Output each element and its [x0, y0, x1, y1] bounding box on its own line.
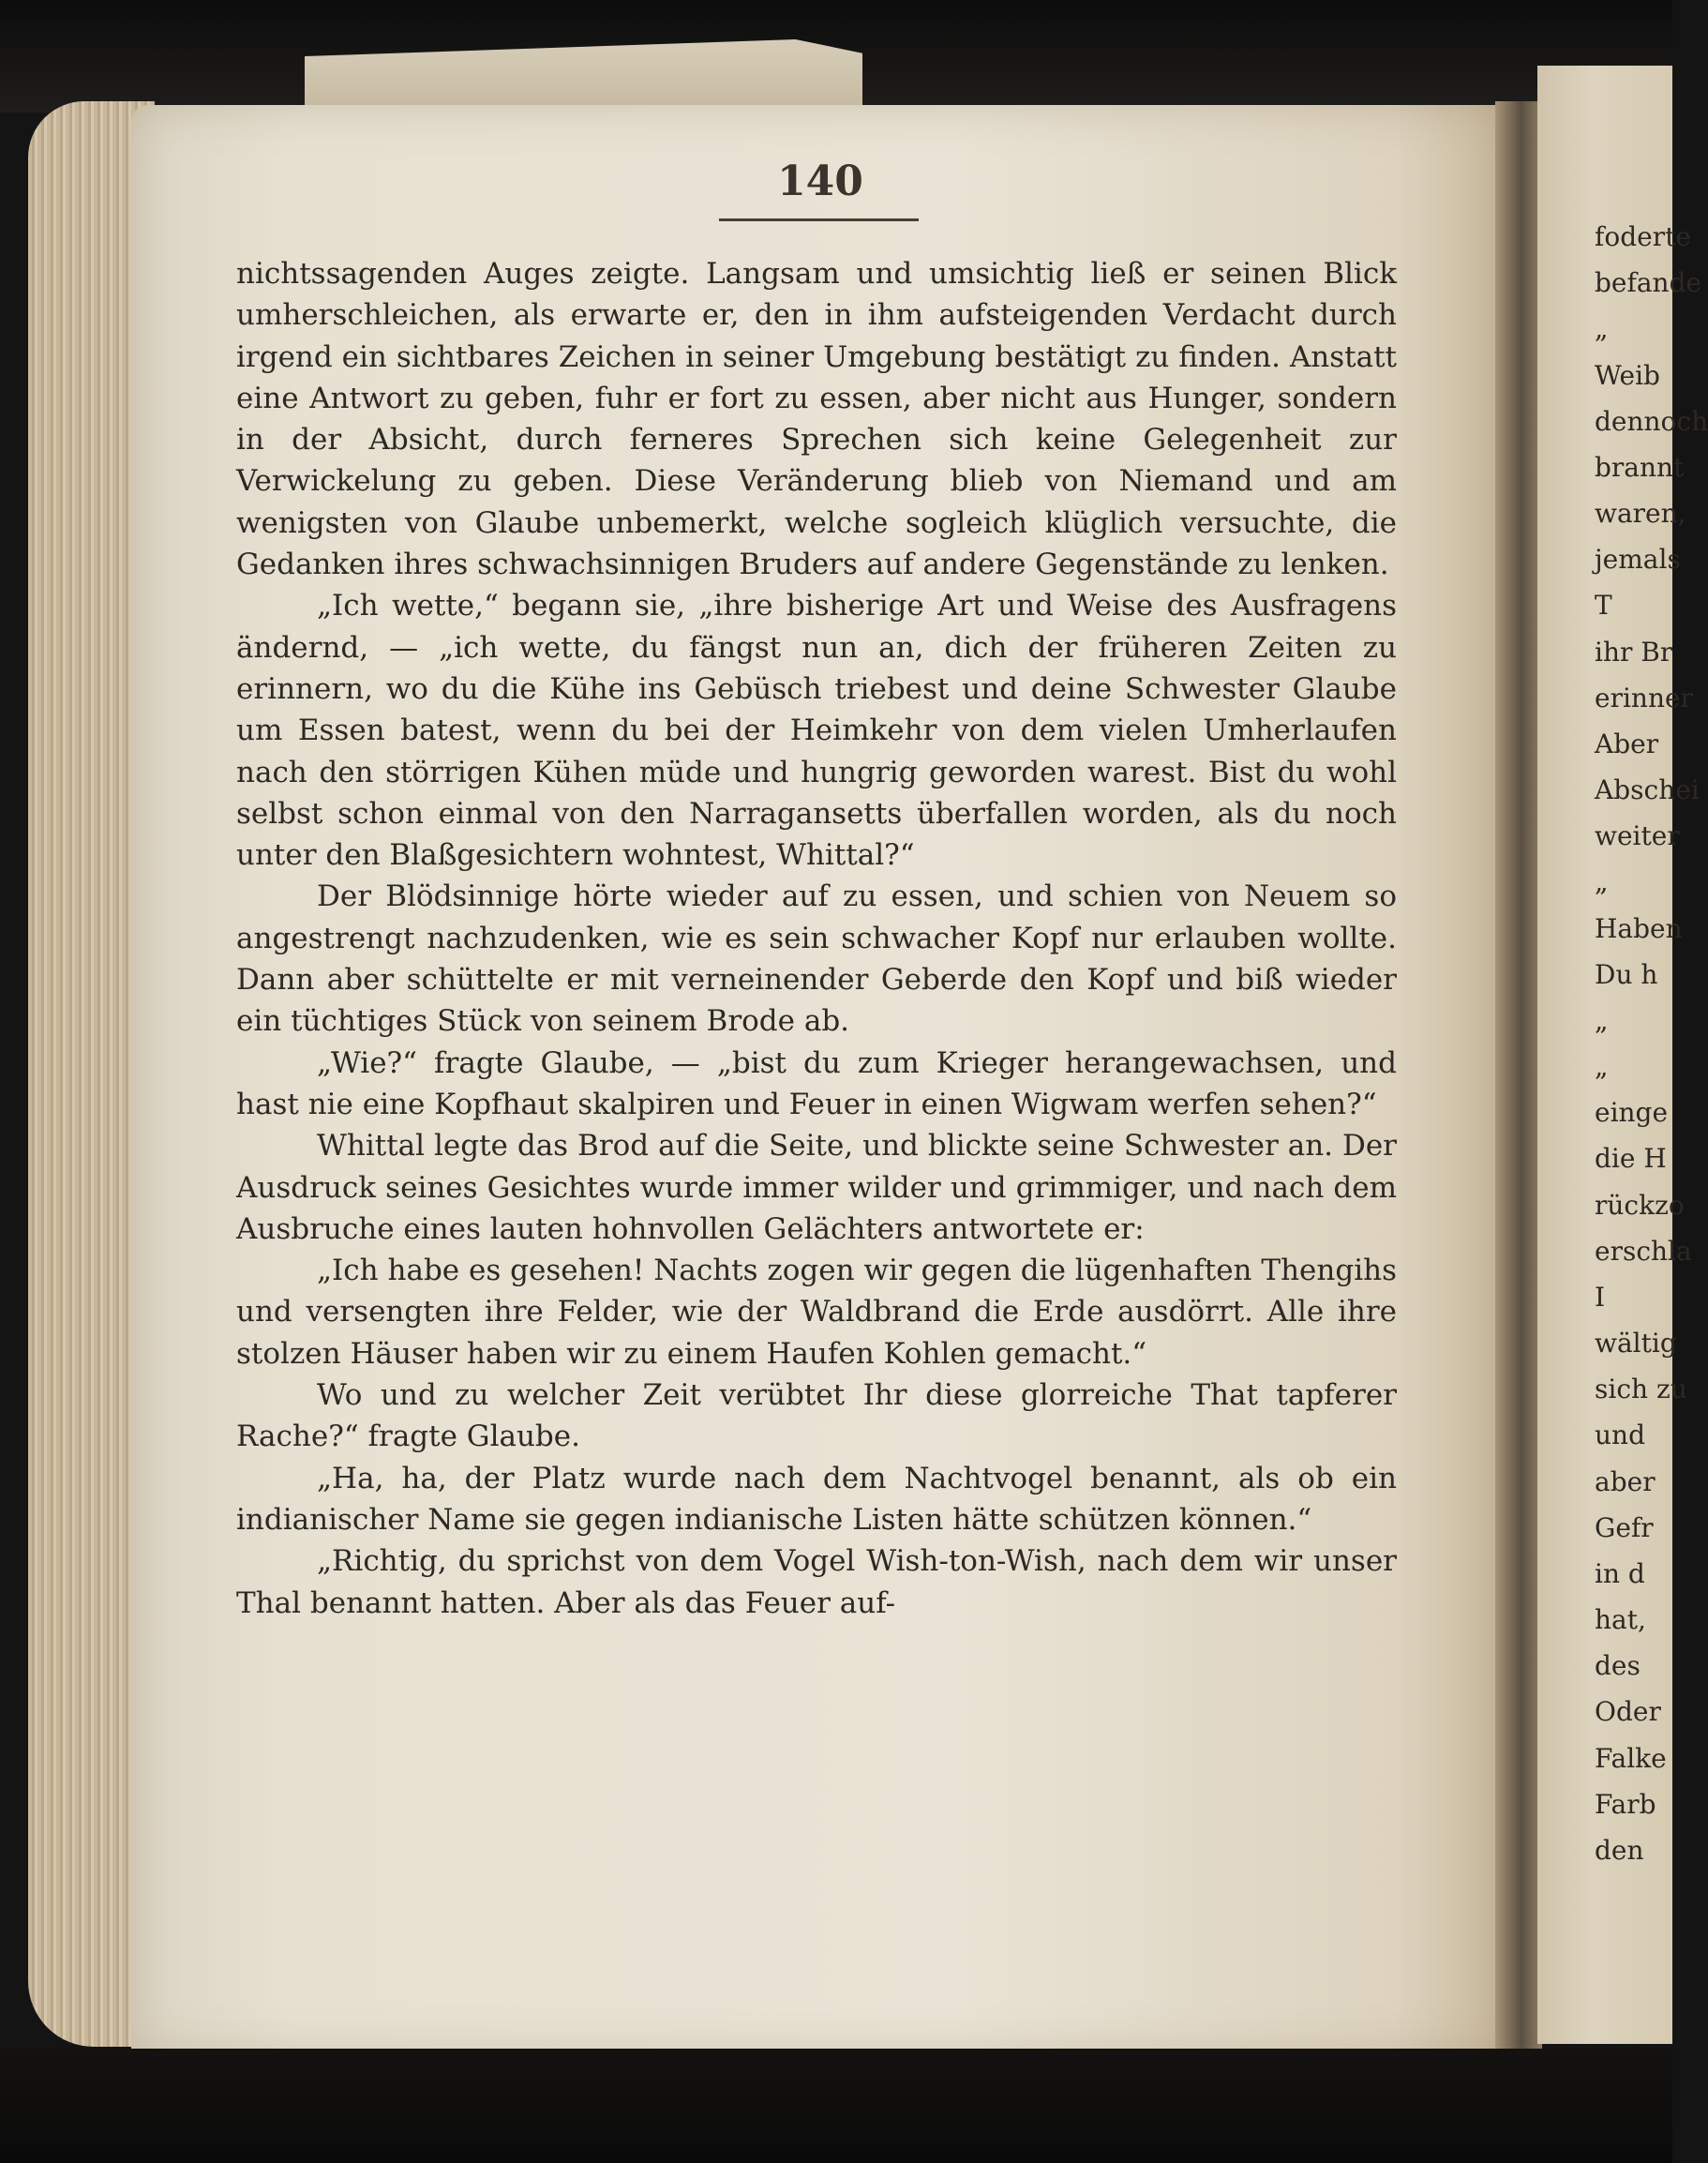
adjacent-page-fragment: „	[1595, 1051, 1609, 1082]
paragraph: „Ich wette,“ begann sie, „ihre bisherige Art und Weise des Ausfragens ändernd, — „ich wette, du fängst nun an, dich der früheren Zeiten zu erinnern, wo du die Kühe ins Gebüsch triebest und deine Schwester Glaube um Essen batest, wenn du bei der Heimkehr von dem vielen Umherlaufen nach den störrigen Kühen müde und hungrig geworden warest. Bist du wohl selbst schon einmal von den Narragansetts überfallen worden, als du noch unter den Blaßgesichtern wohntest, Whittal?“	[236, 589, 1397, 873]
adjacent-page-fragment: erinner	[1595, 683, 1693, 713]
adjacent-page-fragment: waren,	[1595, 498, 1686, 529]
adjacent-page-fragment: aber	[1595, 1466, 1656, 1497]
paragraph: Der Blödsinnige hörte wieder auf zu essen, und schien von Neuem so angestrengt nachzudenken, wie es sein schwacher Kopf nur erlauben wollte. Dann aber schüttelte er mit verneinender Geberde den Kopf und biß wieder ein tüchtiges Stück von seinem Brode ab.	[236, 879, 1397, 1039]
adjacent-page-fragment: Abschei	[1595, 774, 1700, 805]
adjacent-page-fragment: Oder	[1595, 1696, 1661, 1727]
background-bottom	[0, 2049, 1672, 2163]
adjacent-page-fragment: Haben	[1595, 913, 1683, 944]
paragraph: nichtssagenden Auges zeigte. Langsam und umsichtig ließ er seinen Blick umherschleichen, als erwarte er, den in ihm aufsteigenden Verdacht durch irgend ein sichtbares Zeichen in seiner Umgebung bestätigt zu finden. Anstatt eine Antwort zu geben, fuhr er fort zu essen, aber nicht aus Hunger, sondern in der Absicht, durch ferneres Sprechen sich keine Gelegenheit zur Verwickelung zu geben. Diese Veränderung blieb von Niemand und am wenigsten von Glaube unbemerkt, welche sogleich klüglich versuchte, die Gedanken ihres schwachsinnigen Bruders auf andere Gegenstände zu lenken.	[236, 257, 1397, 582]
adjacent-page-fragment: Falke	[1595, 1743, 1667, 1774]
paragraph: „Wie?“ fragte Glaube, — „bist du zum Krieger herangewachsen, und hast nie eine Kopfhaut skalpiren und Feuer in einen Wigwam werfen sehen?“	[236, 1045, 1397, 1121]
adjacent-page-fragment: T	[1595, 590, 1612, 621]
adjacent-page-fragment: Farb	[1595, 1789, 1656, 1820]
adjacent-page-fragment: den	[1595, 1835, 1644, 1866]
adjacent-page-fragment: Aber	[1595, 729, 1659, 759]
paragraph: „Richtig, du sprichst von dem Vogel Wish-ton-Wish, nach dem wir unser Thal benannt hatten. Aber als das Feuer auf-	[236, 1544, 1397, 1620]
paragraph: „Ha, ha, der Platz wurde nach dem Nachtvogel benannt, als ob ein indianischer Name sie gegen indianische Listen hätte schützen können.“	[236, 1461, 1397, 1537]
adjacent-page-fragment: dennoch	[1595, 406, 1708, 437]
adjacent-page-fragment: sich zu	[1595, 1374, 1687, 1404]
adjacent-page-fragment: „	[1595, 1005, 1609, 1036]
adjacent-page-fragment: rückzo	[1595, 1190, 1685, 1221]
adjacent-page-fragment: erschla	[1595, 1236, 1692, 1267]
adjacent-page-fragment: in d	[1595, 1558, 1645, 1589]
paragraph: „Ich habe es gesehen! Nachts zogen wir gegen die lügenhaften Thengihs und versengten ihre Felder, wie der Waldbrand die Erde ausdörrt. Alle ihre stolzen Häuser haben wir zu einem Haufen Kohlen gemacht.“	[236, 1254, 1397, 1371]
paragraph: Wo und zu welcher Zeit verübtet Ihr diese glorreiche That tapferer Rache?“ fragte Glaube.	[236, 1378, 1397, 1454]
adjacent-page-fragment: „	[1595, 866, 1609, 897]
page-number: 140	[777, 158, 863, 205]
adjacent-page-fragment: brannt	[1595, 452, 1685, 483]
page-text	[236, 253, 1397, 1624]
adjacent-page-fragment: und	[1595, 1419, 1645, 1450]
adjacent-page-fragment: ihr Br	[1595, 637, 1673, 668]
adjacent-page-fragment: einge	[1595, 1097, 1669, 1128]
adjacent-page-fragment: Du h	[1595, 959, 1658, 990]
adjacent-page-fragment: befande	[1595, 267, 1702, 298]
adjacent-page-fragment: weiter	[1595, 820, 1680, 851]
adjacent-page-fragment: des	[1595, 1650, 1641, 1681]
paragraph: Whittal legte das Brod auf die Seite, und blickte seine Schwester an. Der Ausdruck seines Gesichtes wurde immer wilder und grimmiger, und nach dem Ausbruche eines lauten hohnvollen Gelächters antwortete er:	[236, 1129, 1397, 1246]
adjacent-page-fragment: jemals	[1595, 544, 1681, 575]
adjacent-page-fragment: die H	[1595, 1143, 1667, 1174]
adjacent-page-fragment: foderte	[1595, 221, 1691, 252]
adjacent-page-fragment: hat,	[1595, 1604, 1646, 1635]
adjacent-page-fragment: I	[1595, 1282, 1606, 1313]
adjacent-page-fragment: Weib	[1595, 360, 1660, 391]
book-gutter	[1495, 101, 1542, 2061]
adjacent-page-fragment: Gefr	[1595, 1512, 1654, 1543]
adjacent-page-fragment: „	[1595, 313, 1609, 344]
adjacent-page-fragment: wältig	[1595, 1328, 1677, 1359]
page-number-rule	[719, 218, 919, 221]
adjacent-page-fragments	[1595, 221, 1708, 1909]
